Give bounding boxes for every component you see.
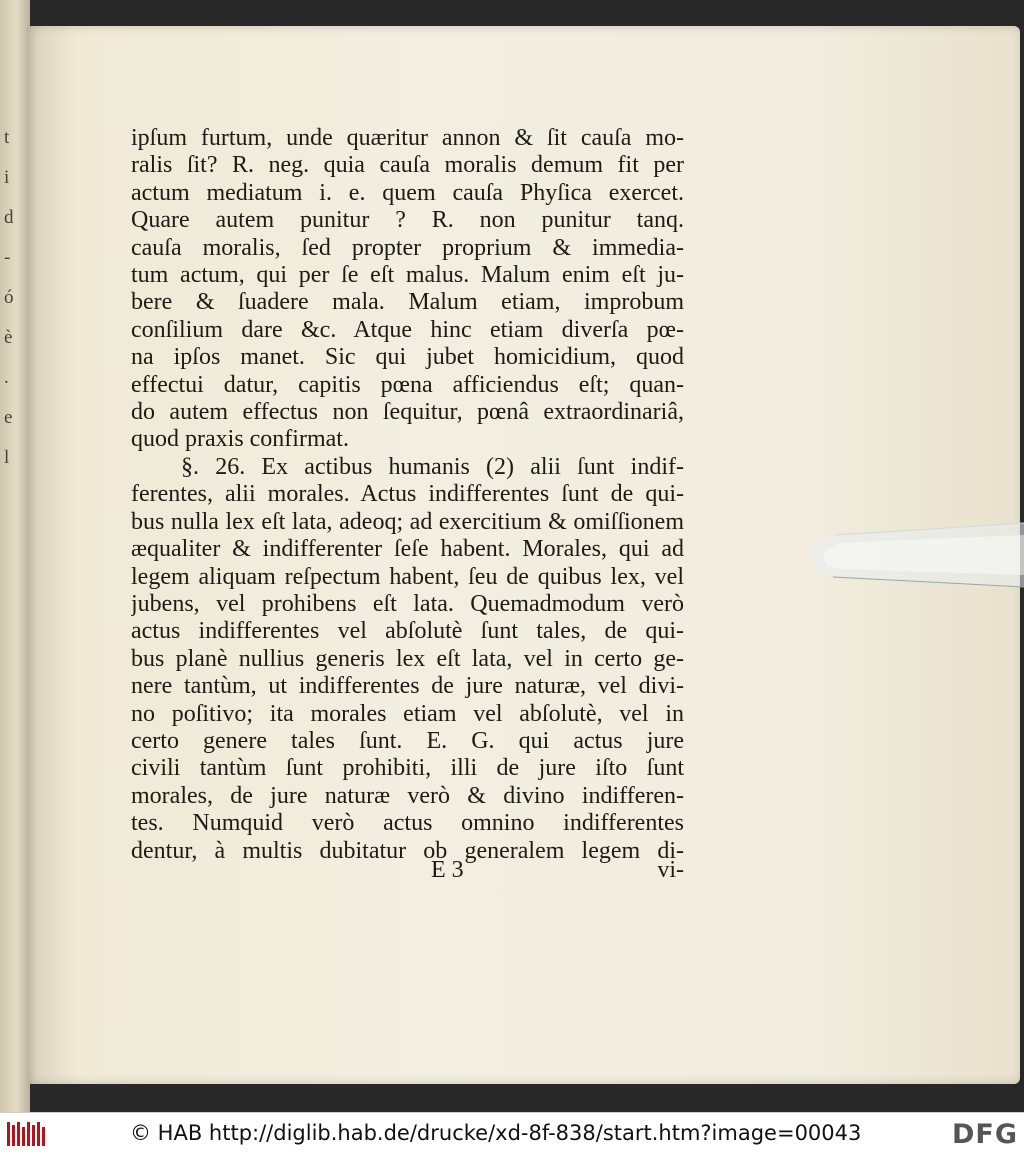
text-line: morales, de jure naturæ verò & divino indifferen- [131,782,684,809]
prev-mark: è [4,327,13,348]
text-line: do autem effectus non ſequitur, pœnâ extraordinariâ, [131,399,684,426]
prev-mark: . [4,367,9,388]
text-line: bere & ſuadere mala. Malum etiam, improbum [131,289,684,316]
text-line: conſilium dare &c. Atque hinc etiam diverſa pœ- [131,316,684,343]
text-line: Quare autem punitur ? R. non punitur tanq. [131,207,684,234]
text-line: certo genere tales ſunt. E. G. qui actus jure [131,727,684,754]
text-line: effectui datur, capitis pœna afficiendus eſt; quan- [131,371,684,398]
text-line: bus planè nullius generis lex eſt lata, vel in certo ge- [131,645,684,672]
previous-page-edge [0,0,30,1112]
text-line: jubens, vel prohibens eſt lata. Quemadmodum verò [131,590,684,617]
paragraph-heading-line: §. 26. Ex actibus humanis (2) alii ſunt indif- [181,453,684,480]
prev-mark: t [4,127,10,148]
page-text [131,125,684,865]
text-line: tes. Numquid verò actus omnino indifferentes [131,810,684,837]
text-line: cauſa moralis, ſed propter proprium & immedia- [131,234,684,261]
prev-mark: i [4,167,10,188]
dfg-logo: DFG [951,1119,1018,1150]
text-line: ferentes, alii morales. Actus indifferentes ſunt de qui- [131,481,684,508]
text-line: quod praxis confirmat. [131,426,349,453]
text-line: ralis ſit? R. neg. quia cauſa moralis demum fit per [131,152,684,179]
prev-mark: l [4,447,10,468]
footer-bar [0,1112,1024,1155]
text-line: æqualiter & indifferenter ſeſe habent. Morales, qui ad [131,536,684,563]
prev-mark: ó [4,287,14,308]
signature-mark: E 3 [431,857,464,883]
text-line: na ipſos manet. Sic qui jubet homicidium, quod [131,344,684,371]
text-line: civili tantùm ſunt prohibiti, illi de jure iſto ſunt [131,755,684,782]
prev-mark: - [4,247,11,268]
text-line: legem aliquam reſpectum habent, ſeu de quibus lex, vel [131,563,684,590]
text-line: actus indifferentes vel abſolutè ſunt tales, de qui- [131,618,684,645]
text-line: tum actum, qui per ſe eſt malus. Malum enim eſt ju- [131,262,684,289]
prev-mark: d [4,207,14,228]
previous-page-marks [4,118,20,478]
text-line: bus nulla lex eſt lata, adeoq; ad exercitium & omiſſionem [131,508,684,535]
text-line: nere tantùm, ut indifferentes de jure naturæ, vel divi- [131,673,684,700]
prev-mark: e [4,407,13,428]
catchword: vi- [657,857,684,883]
text-line: ipſum furtum, unde quæritur annon & ſit cauſa mo- [131,125,684,151]
hab-logo-icon [6,1120,46,1148]
text-line: actum mediatum i. e. quem cauſa Phyſica exercet. [131,179,684,206]
text-line: no poſitivo; ita morales etiam vel abſolutè, vel in [131,700,684,727]
copyright-link[interactable]: © HAB http://diglib.hab.de/drucke/xd-8f-838/start.htm?image=00043 [130,1121,862,1145]
text-line: dentur, à multis dubitatur ob generalem legem di- [131,837,684,864]
page-footer-line [131,857,684,887]
page-clamp-icon [805,505,1024,600]
